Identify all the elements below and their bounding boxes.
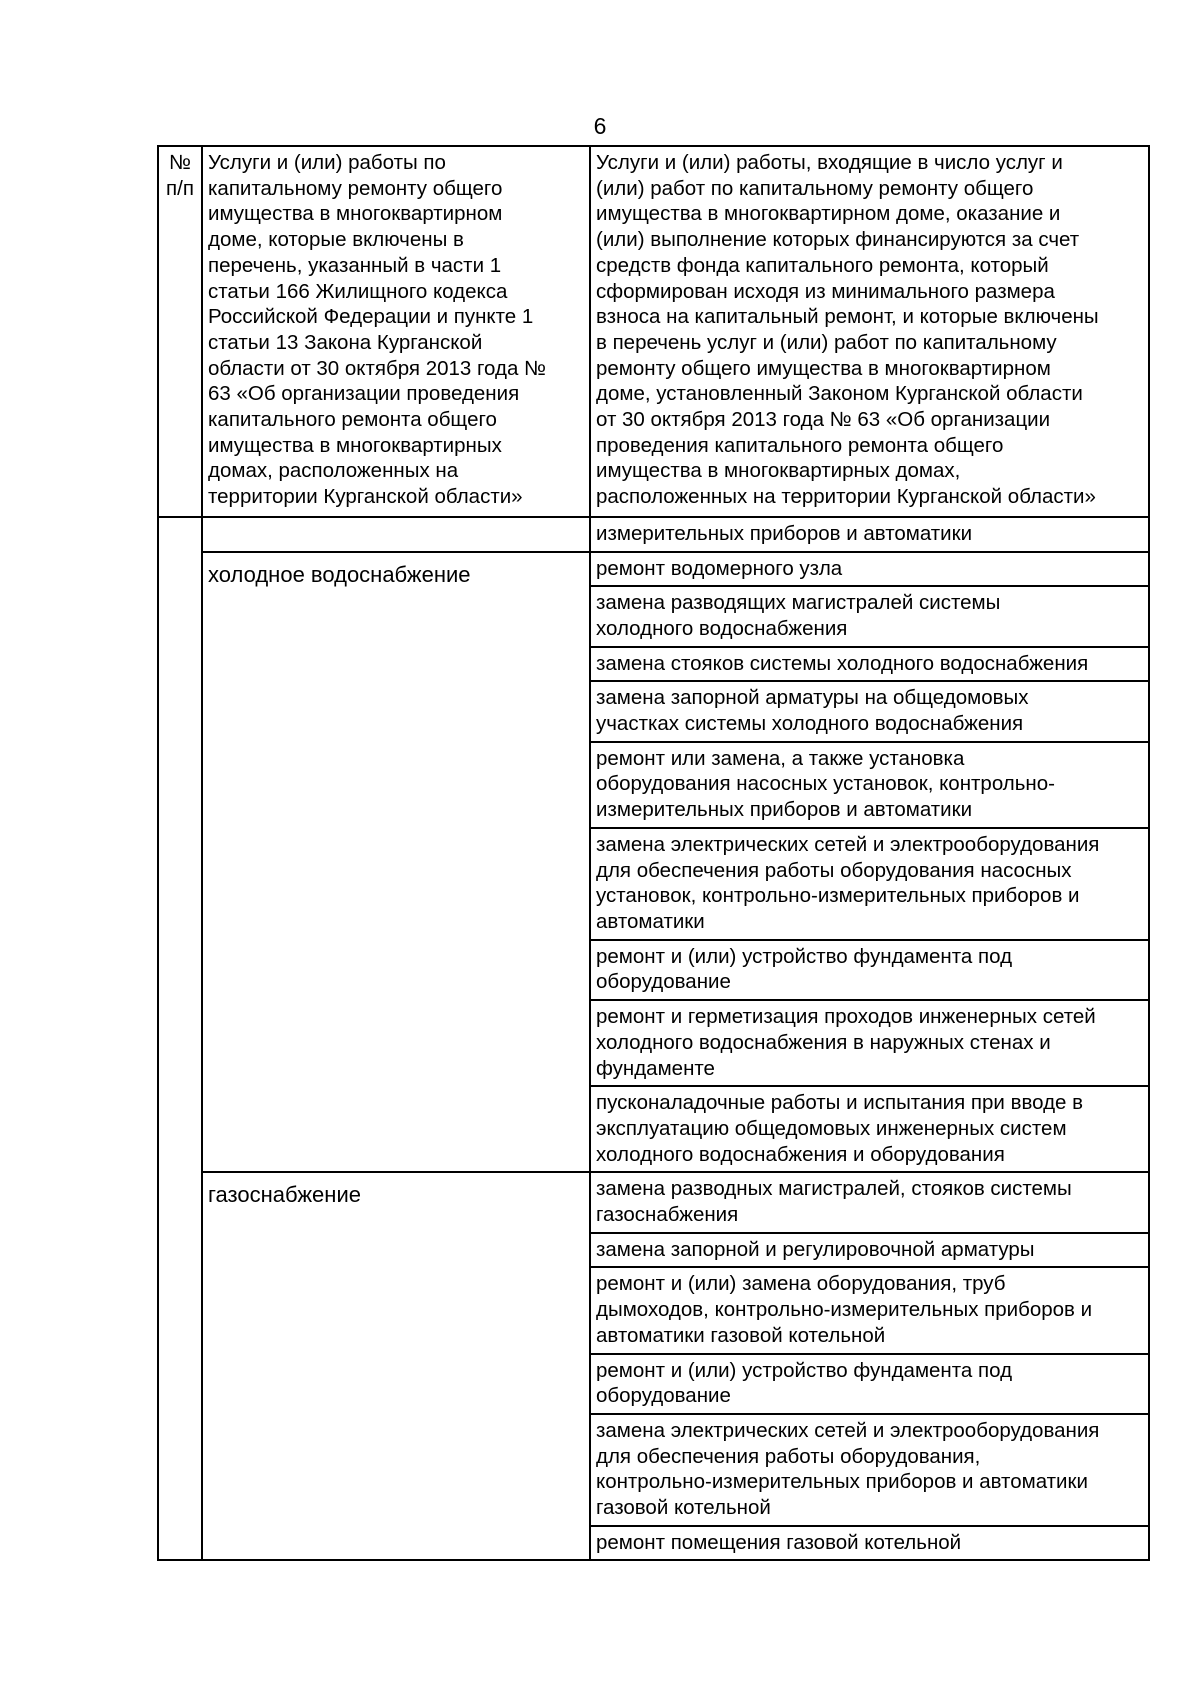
work-text: замена электрических сетей и электрооборудования для обеспечения работы оборудования, контрольно-измерительных приборов и автоматики газовой котельной (596, 1418, 1100, 1520)
work-text: ремонт и (или) замена оборудования, труб дымоходов, контрольно-измерительных приборов и автоматики газовой котельной (596, 1272, 1093, 1347)
work-cell (590, 1354, 1149, 1414)
work-text: замена запорной и регулировочной арматуры (596, 1237, 1035, 1261)
capital-repair-works-table (157, 145, 1150, 1561)
work-text: пусконаладочные работы и испытания при вводе в эксплуатацию общедомовых инженерных систем холодного водоснабжения и оборудования (596, 1091, 1084, 1166)
continuation-work-text: измерительных приборов и автоматики (596, 521, 973, 545)
continuation-category-cell (202, 517, 590, 552)
header-works-label: Услуги и (или) работы, входящие в число услуг и (или) работ по капитальному ремонту общего имущества в многоквартирном доме, оказание и (или) выполнение которых финансируются за счет средств фонда капитального ремонта, который сформирован исходя из минимального размера взноса на капитальный ремонт, и которые включены в перечень услуг и (или) работ по капитальному ремонту общего имущества в многоквартирном доме, установленный Законом Курганской области от 30 октября 2013 года № 63 «Об организации проведения капитального ремонта общего имущества в многоквартирных домах, расположенных на территории Курганской области» (596, 151, 1099, 509)
work-text: замена разводящих магистралей системы холодного водоснабжения (596, 591, 1001, 640)
work-text: ремонт и герметизация проходов инженерных сетей холодного водоснабжения в наружных стенах и фундаменте (596, 1005, 1096, 1080)
header-number-label: № п/п (166, 151, 194, 200)
work-text: ремонт и (или) устройство фундамента под оборудование (596, 1358, 1013, 1408)
work-cell (590, 552, 1149, 587)
work-text: замена запорной арматуры на общедомовых участках системы холодного водоснабжения (596, 686, 1029, 736)
table-header-row (158, 146, 1149, 517)
category-label: газоснабжение (208, 1182, 361, 1208)
work-text: ремонт и (или) устройство фундамента под оборудование (596, 944, 1013, 994)
header-services-cell (202, 146, 590, 517)
work-cell (590, 1414, 1149, 1526)
continuation-work-cell (590, 517, 1149, 552)
work-cell (590, 586, 1149, 646)
header-number-cell (158, 146, 202, 517)
work-text: ремонт водомерного узла (596, 556, 843, 580)
work-cell (590, 1086, 1149, 1172)
work-cell (590, 1526, 1149, 1561)
work-text: замена разводных магистралей, стояков системы газоснабжения (596, 1177, 1072, 1227)
work-cell (590, 681, 1149, 741)
category-cell (202, 552, 590, 1173)
category-cell (202, 1172, 590, 1560)
work-cell (590, 647, 1149, 682)
work-cell (590, 1233, 1149, 1268)
continuation-row (158, 517, 1149, 552)
work-cell (590, 940, 1149, 1000)
work-text: замена электрических сетей и электрооборудования для обеспечения работы оборудования насосных установок, контрольно-измерительных приборов и автоматики (596, 832, 1100, 933)
table-row (158, 552, 1149, 587)
work-text: замена стояков системы холодного водоснабжения (596, 651, 1089, 675)
work-text: ремонт помещения газовой котельной (596, 1530, 962, 1554)
table-row (158, 1172, 1149, 1232)
work-cell (590, 1267, 1149, 1353)
work-cell (590, 1172, 1149, 1232)
header-works-cell (590, 146, 1149, 517)
number-cell (158, 517, 202, 1561)
work-cell (590, 742, 1149, 828)
category-label: холодное водоснабжение (208, 561, 471, 587)
work-text: ремонт или замена, а также установка оборудования насосных установок, контрольно- измерительных приборов и автоматики (596, 746, 1055, 822)
header-services-label: Услуги и (или) работы по капитальному ремонту общего имущества в многоквартирном доме, которые включены в перечень, указанный в части 1 статьи 166 Жилищного кодекса Российской Федерации и пункте 1 статьи 13 Закона Курганской области от 30 октября 2013 года № 63 «Об организации проведения капитального ремонта общего имущества в многоквартирных домах, расположенных на территории Курганской области» (208, 151, 547, 509)
work-cell (590, 1000, 1149, 1086)
work-cell (590, 828, 1149, 940)
page-number: 6 (593, 113, 607, 139)
